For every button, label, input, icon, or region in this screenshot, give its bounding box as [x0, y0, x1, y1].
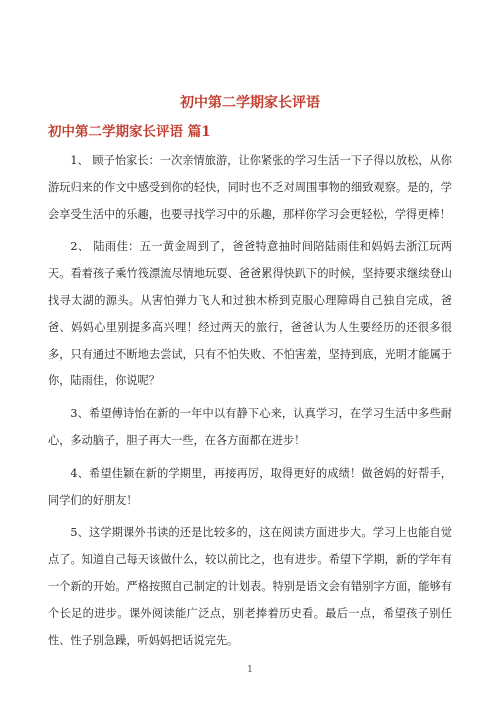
section-heading: 初中第二学期家长评语 篇1 — [48, 124, 211, 140]
document-body — [48, 148, 452, 660]
paragraph-1: 1、 顾子怡家长：一次亲情旅游，让你紧张的学习生活一下子得以放松，从你游玩归来的作文中感受到你的轻快，同时也不乏对周围事物的细致观察。是的，学会享受生活中的乐趣，也要寻找学习中的乐趣，那样你学习会更轻松，学得更棒！ — [48, 154, 452, 221]
paragraph-5: 5、这学期课外书读的还是比较多的，这在阅读方面进步大。学习上也能自觉点了。知道自己每天该做什么，较以前比之，也有进步。希望下学期，新的学年有一个新的开始。严格按照自己制定的计划表。特别是语文会有错别字方面，能够有个长足的进步。课外阅读能广泛点，别老捧着历史看。最后一点，希望孩子别任性、性子别急躁，听妈妈把话说完先。 — [48, 526, 452, 647]
paragraph-2: 2、 陆雨佳：五一黄金周到了，爸爸特意抽时间陪陆雨佳和妈妈去浙江玩两天。看着孩子乘竹筏漂流尽情地玩耍、爸爸累得快趴下的时候，坚持要求继续登山找寻太湖的源头。从害怕弹力飞人和过独木桥到克服心理障碍自己独自完成，爸爸、妈妈心里别提多高兴哩！经过两天的旅行，爸爸认为人生要经历的还很多很多，只有通过不断地去尝试，只有不怕失败、不怕害羞，坚持到底，光明才能属于你，陆雨佳，你说呢？ — [48, 240, 452, 388]
paragraph-4: 4、希望佳颖在新的学期里，再接再厉，取得更好的成绩！做爸妈的好帮手，同学们的好朋友！ — [48, 466, 452, 507]
page-number: 1 — [247, 665, 253, 675]
paragraph-3: 3、希望傅诗怡在新的一年中以有静下心来，认真学习，在学习生活中多些耐心，多动脑子，胆子再大一些，在各方面都在进步！ — [48, 407, 452, 447]
document-title: 初中第二学期家长评语 — [180, 95, 320, 111]
